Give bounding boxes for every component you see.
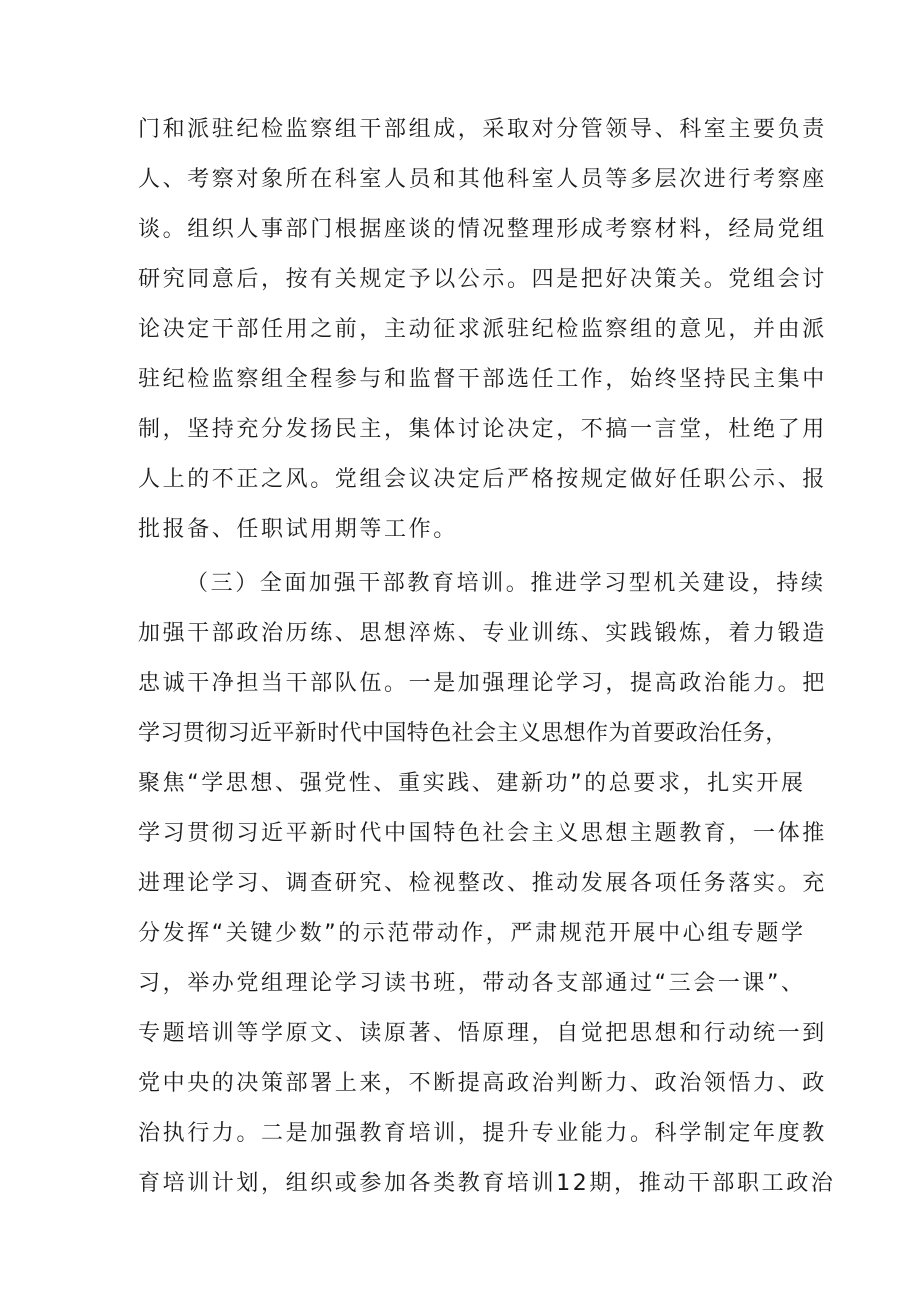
paragraph-2-line-5: 聚焦“学思想、强党性、重实践、建新功”的总要求，扎实开展	[138, 771, 806, 796]
paragraph-1-line-2: 人、考察对象所在科室人员和其他科室人员等多层次进行考察座	[138, 167, 827, 192]
paragraph-2-line-6: 学习贯彻习近平新时代中国特色社会主义思想主题教育，一体推	[138, 821, 827, 846]
paragraph-2-line-12: 治执行力。二是加强教育培训，提升专业能力。科学制定年度教	[138, 1121, 827, 1146]
paragraph-2-line-7: 进理论学习、调查研究、检视整改、推动发展各项任务落实。充	[138, 871, 827, 896]
paragraph-2-line-3: 忠诚干净担当干部队伍。一是加强理论学习，提高政治能力。把	[138, 671, 827, 696]
paragraph-2-line-8: 分发挥“关键少数”的示范带动作，严肃规范开展中心组专题学	[138, 921, 806, 946]
paragraph-1-line-1: 门和派驻纪检监察组干部组成，采取对分管领导、科室主要负责	[138, 117, 827, 142]
paragraph-1-line-3: 谈。组织人事部门根据座谈的情况整理形成考察材料，经局党组	[138, 217, 827, 242]
paragraph-2-line-4: 学习贯彻习近平新时代中国特色社会主义思想作为首要政治任务，	[138, 721, 788, 746]
paragraph-2-line-10: 专题培训等学原文、读原著、悟原理，自觉把思想和行动统一到	[138, 1021, 827, 1046]
paragraph-2-line-11: 党中央的决策部署上来，不断提高政治判断力、政治领悟力、政	[138, 1071, 827, 1096]
paragraph-2-line-9: 习，举办党组理论学习读书班，带动各支部通过“三会一课”、	[138, 971, 806, 996]
paragraph-1-line-5: 论决定干部任用之前，主动征求派驻纪检监察组的意见，并由派	[138, 317, 827, 342]
paragraph-1-line-8: 人上的不正之风。党组会议决定后严格按规定做好任职公示、报	[138, 467, 827, 492]
paragraph-1-line-6: 驻纪检监察组全程参与和监督干部选任工作，始终坚持民主集中	[138, 367, 827, 392]
paragraph-1-line-9: 批报备、任职试用期等工作。	[138, 517, 458, 542]
paragraph-1-line-4: 研究同意后，按有关规定予以公示。四是把好决策关。党组会讨	[138, 267, 827, 292]
paragraph-1-line-7: 制，坚持充分发扬民主，集体讨论决定，不搞一言堂，杜绝了用	[138, 417, 827, 442]
paragraph-2-line-1: （三）全面加强干部教育培训。推进学习型机关建设，持续	[186, 571, 826, 596]
paragraph-2-line-13: 育培训计划，组织或参加各类教育培训12期，推动干部职工政治	[138, 1171, 836, 1196]
paragraph-2-line-2: 加强干部政治历练、思想淬炼、专业训练、实践锻炼，着力锻造	[138, 621, 827, 646]
